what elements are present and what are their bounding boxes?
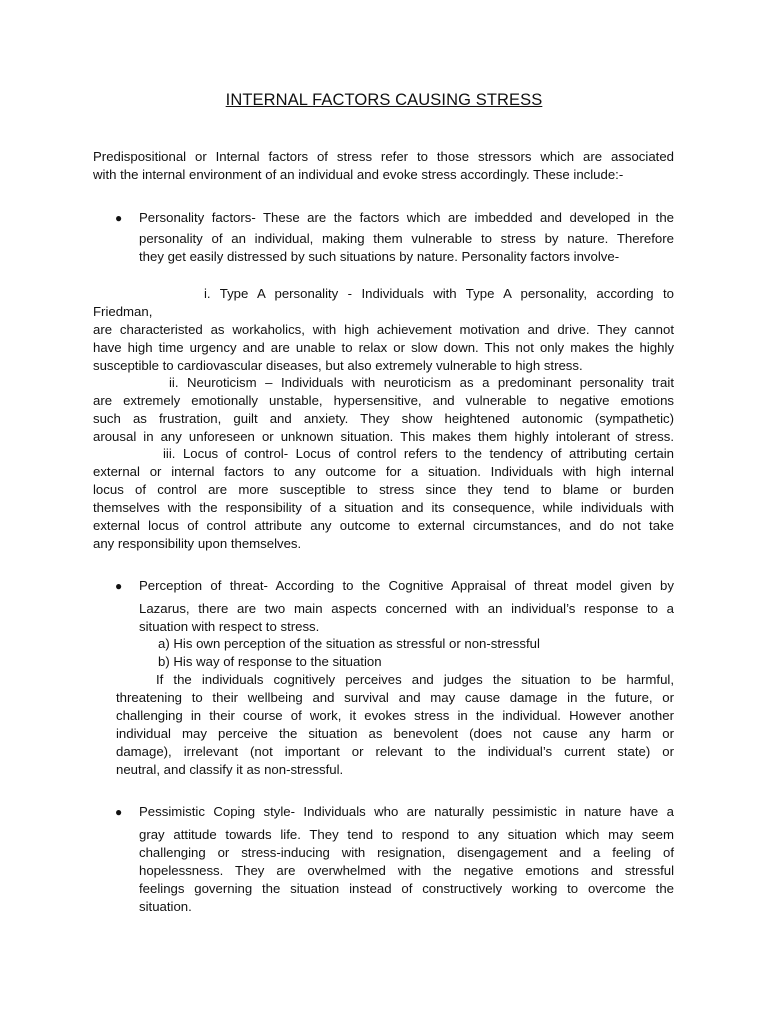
page-title: INTERNAL FACTORS CAUSING STRESS — [225, 91, 543, 109]
locus-line: locus of control are more susceptible to stress since they tend to blame or burden — [93, 482, 674, 497]
bullet-line: situation with respect to stress. — [139, 619, 320, 634]
intro-line: with the internal environment of an individual and evoke stress accordingly. These include:- — [93, 167, 624, 182]
locus-heading: iii. Locus of control- Locus of control refers to the tendency of attributing certain — [163, 446, 674, 461]
type-a-line: have high time urgency and are unable to relax or slow down. This not only makes the highly — [93, 340, 674, 355]
personality-continuation — [139, 230, 674, 266]
bullet-line: situation. — [139, 899, 192, 914]
type-a-line: susceptible to cardiovascular diseases, but also extremely vulnerable to high stress. — [93, 358, 583, 373]
bullet-line: gray attitude towards life. They tend to respond to any situation which may seem — [139, 827, 674, 842]
bullet-line: hopelessness. They are overwhelmed with the negative emotions and stressful — [139, 863, 674, 878]
bullet-perception-text — [139, 577, 674, 595]
intro-line: Predispositional or Internal factors of stress refer to those stressors which are associated — [93, 149, 674, 164]
type-a-paragraph — [93, 303, 674, 375]
neuroticism-heading: ii. Neuroticism – Individuals with neuroticism as a predominant personality trait — [169, 375, 674, 390]
locus-line: external locus of control attribute any outcome to external circumstances, and do not take — [93, 518, 674, 533]
neuroticism-paragraph — [93, 392, 674, 446]
bullet-personality-text — [139, 209, 674, 227]
neuroticism-line: arousal in any unforeseen or unknown situation. This makes them highly intolerant of stress. — [93, 429, 674, 444]
bullet-line: Lazarus, there are two main aspects concerned with an individual’s response to a — [139, 601, 674, 616]
perception-para-first: If the individuals cognitively perceives and judges the situation to be harmful, — [156, 672, 674, 687]
perception-continuation — [139, 600, 674, 636]
perception-paragraph — [116, 689, 674, 779]
locus-line: any responsibility upon themselves. — [93, 536, 302, 551]
type-a-line: Friedman, — [93, 304, 153, 319]
pessimistic-continuation — [139, 826, 674, 916]
bullet-icon: ● — [115, 211, 123, 225]
sub-item-a: a) His own perception of the situation as stressful or non-stressful — [158, 636, 540, 651]
bullet-pessimistic-text — [139, 803, 674, 821]
perception-line: neutral, and classify it as non-stressful. — [116, 762, 344, 777]
bullet-line: Personality factors- These are the factors which are imbedded and developed in the — [139, 210, 674, 225]
bullet-line: challenging or stress-inducing with resignation, disengagement and a feeling of — [139, 845, 674, 860]
bullet-line: Pessimistic Coping style- Individuals who are naturally pessimistic in nature have a — [139, 804, 674, 819]
locus-paragraph — [93, 463, 674, 553]
bullet-line: feelings governing the situation instead of constructively working to overcome the — [139, 881, 674, 896]
sub-item-b: b) His way of response to the situation — [158, 654, 382, 669]
locus-line: external or internal factors to any outcome for a situation. Individuals with high internal — [93, 464, 674, 479]
intro-paragraph — [93, 148, 674, 184]
perception-line: individual may perceive the situation as benevolent (does not cause any harm or — [116, 726, 674, 741]
bullet-line: Perception of threat- According to the Cognitive Appraisal of threat model given by — [139, 578, 674, 593]
bullet-icon: ● — [115, 579, 123, 593]
type-a-line: are characteristed as workaholics, with high achievement motivation and drive. They cannot — [93, 322, 674, 337]
neuroticism-line: such as frustration, guilt and anxiety. They show heightened autonomic (sympathetic) — [93, 411, 674, 426]
neuroticism-line: are extremely emotionally unstable, hypersensitive, and vulnerable to negative emotions — [93, 393, 674, 408]
bullet-line: personality of an individual, making them vulnerable to stress by nature. Therefore — [139, 231, 674, 246]
perception-line: threatening to their wellbeing and survival and may cause damage in the future, or — [116, 690, 674, 705]
perception-line: challenging in their course of work, it evokes stress in the individual. However another — [116, 708, 674, 723]
locus-line: themselves with the responsibility of a situation and its consequence, while individuals with — [93, 500, 674, 515]
perception-line: damage), irrelevant (not important or relevant to the individual’s current state) or — [116, 744, 674, 759]
bullet-line: they get easily distressed by such situations by nature. Personality factors involve- — [139, 249, 620, 264]
type-a-heading: i. Type A personality - Individuals with Type A personality, according to — [204, 286, 674, 301]
bullet-icon: ● — [115, 805, 123, 819]
